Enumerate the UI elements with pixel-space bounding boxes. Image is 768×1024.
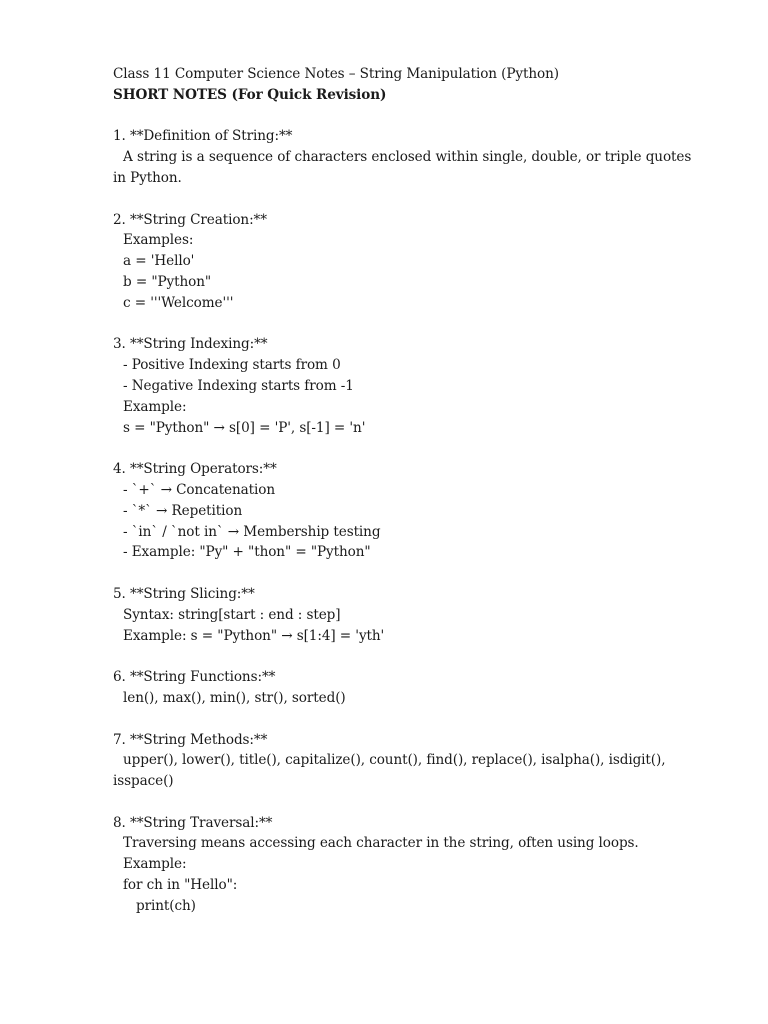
section-heading: 4. **String Operators:**: [113, 461, 277, 478]
section-functions: [113, 667, 733, 709]
section-line: print(ch): [136, 897, 196, 914]
document-title: Class 11 Computer Science Notes – String Manipulation (Python): [113, 66, 559, 82]
section-slicing: [113, 584, 733, 646]
section-traversal: [113, 813, 733, 917]
section-line: Examples:: [123, 232, 194, 249]
spacer: [113, 314, 733, 335]
document-subtitle: SHORT NOTES (For Quick Revision): [113, 86, 387, 103]
section-line: s = "Python" → s[0] = 'P', s[-1] = 'n': [123, 419, 366, 436]
section-line: A string is a sequence of characters enclosed within single, double, or triple quotes: [123, 149, 692, 166]
section-line: - Positive Indexing starts from 0: [123, 357, 341, 374]
spacer: [113, 646, 733, 667]
notes-page: [113, 64, 733, 917]
section-indexing: [113, 334, 733, 438]
section-line: - Example: "Py" + "thon" = "Python": [123, 544, 371, 561]
section-heading: 2. **String Creation:**: [113, 211, 267, 228]
section-heading: 1. **Definition of String:**: [113, 128, 293, 145]
section-line: for ch in "Hello":: [123, 877, 238, 894]
section-line: Syntax: string[start : end : step]: [123, 606, 341, 623]
section-heading: 3. **String Indexing:**: [113, 336, 268, 353]
section-line: len(), max(), min(), str(), sorted(): [123, 689, 346, 706]
spacer: [113, 106, 733, 127]
section-line: - `+` → Concatenation: [123, 481, 276, 498]
section-line: Example:: [123, 398, 187, 415]
spacer: [113, 189, 733, 210]
section-creation: [113, 210, 733, 314]
section-methods: [113, 730, 733, 792]
section-heading: 8. **String Traversal:**: [113, 814, 273, 831]
section-line: c = '''Welcome''': [123, 294, 234, 311]
section-heading: 6. **String Functions:**: [113, 669, 276, 686]
spacer: [113, 563, 733, 584]
section-line: upper(), lower(), title(), capitalize(), count(), find(), replace(), isalpha(), isdigit(),: [123, 752, 666, 769]
spacer: [113, 792, 733, 813]
section-heading: 7. **String Methods:**: [113, 731, 268, 748]
section-operators: [113, 459, 733, 563]
section-line: in Python.: [113, 169, 182, 186]
section-definition: [113, 126, 733, 188]
section-line: isspace(): [113, 773, 174, 790]
section-line: - `*` → Repetition: [123, 502, 243, 519]
spacer: [113, 709, 733, 730]
section-heading: 5. **String Slicing:**: [113, 585, 255, 602]
section-line: Traversing means accessing each character in the string, often using loops.: [123, 835, 639, 852]
section-line: - Negative Indexing starts from -1: [123, 377, 354, 394]
section-line: Example:: [123, 856, 187, 873]
section-line: a = 'Hello': [123, 253, 195, 270]
section-line: b = "Python": [123, 273, 212, 290]
section-line: - `in` / `not in` → Membership testing: [123, 523, 381, 540]
spacer: [113, 438, 733, 459]
section-line: Example: s = "Python" → s[1:4] = 'yth': [123, 627, 385, 644]
